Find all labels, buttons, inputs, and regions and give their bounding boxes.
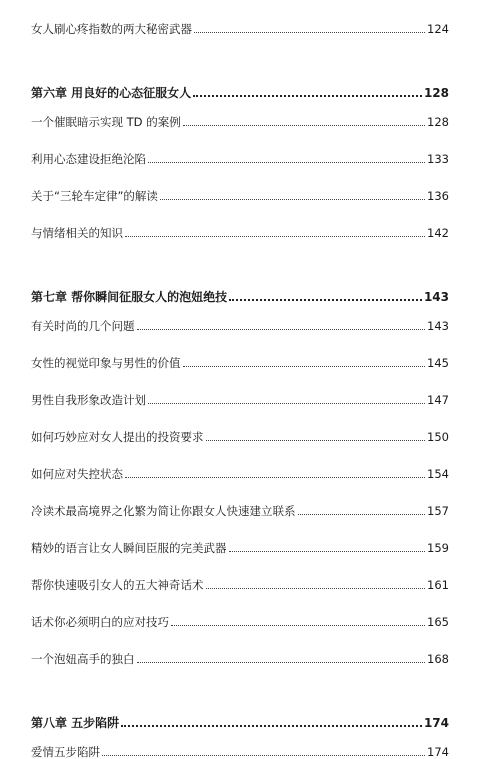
toc-entry[interactable] (31, 498, 449, 518)
dot-leader (137, 662, 426, 663)
dot-leader (229, 299, 422, 301)
toc-entry[interactable] (31, 183, 449, 203)
chapter-page: 128 (423, 86, 449, 100)
toc-entry-page: 165 (427, 615, 449, 629)
chapter-title: 第八章 五步陷阱 (31, 716, 120, 730)
toc-entry-title: 话术你必须明白的应对技巧 (31, 615, 169, 629)
dot-leader (171, 625, 425, 626)
toc-entry-title: 精妙的语言让女人瞬间臣服的完美武器 (31, 541, 227, 555)
toc-entry-page: 145 (427, 356, 449, 370)
dot-leader (125, 477, 425, 478)
toc-entry-page: 142 (427, 226, 449, 240)
toc-entry[interactable] (31, 609, 449, 629)
dot-leader (148, 162, 425, 163)
toc-entry[interactable] (31, 572, 449, 592)
dot-leader (148, 403, 425, 404)
toc-entry-title: 如何应对失控状态 (31, 467, 123, 481)
toc-entry[interactable] (31, 424, 449, 444)
toc-entry[interactable] (31, 739, 449, 759)
toc-entry-page: 136 (427, 189, 449, 203)
toc-entry-title: 帮你快速吸引女人的五大神奇话术 (31, 578, 204, 592)
dot-leader (298, 514, 426, 515)
toc-entry[interactable] (31, 461, 449, 481)
toc-entry[interactable] (31, 109, 449, 129)
toc-entry[interactable] (31, 387, 449, 407)
chapter-heading[interactable] (31, 710, 449, 730)
toc-entry-page: 150 (427, 430, 449, 444)
chapter-title: 第七章 帮你瞬间征服女人的泡妞绝技 (31, 290, 228, 304)
toc-entry-page: 174 (427, 745, 449, 759)
dot-leader (206, 588, 426, 589)
toc-entry-title: 有关时尚的几个问题 (31, 319, 135, 333)
dot-leader (183, 366, 426, 367)
table-of-contents (31, 0, 449, 759)
toc-entry[interactable] (31, 16, 449, 36)
toc-entry[interactable] (31, 146, 449, 166)
dot-leader (102, 755, 425, 756)
dot-leader (125, 236, 425, 237)
toc-entry-page: 168 (427, 652, 449, 666)
toc-entry-title: 男性自我形象改造计划 (31, 393, 146, 407)
toc-entry-page: 157 (427, 504, 449, 518)
toc-entry-title: 关于“三轮车定律”的解读 (31, 189, 158, 203)
toc-entry-page: 161 (427, 578, 449, 592)
toc-entry-page: 159 (427, 541, 449, 555)
toc-entry[interactable] (31, 646, 449, 666)
toc-entry-page: 128 (427, 115, 449, 129)
toc-entry-page: 143 (427, 319, 449, 333)
chapter-page: 174 (423, 716, 449, 730)
toc-entry[interactable] (31, 220, 449, 240)
toc-entry-title: 一个催眠暗示实现 TD 的案例 (31, 115, 181, 129)
dot-leader (194, 32, 425, 33)
dot-leader (193, 95, 422, 97)
toc-entry-title: 如何巧妙应对女人提出的投资要求 (31, 430, 204, 444)
chapter-title: 第六章 用良好的心态征服女人 (31, 86, 192, 100)
chapter-page: 143 (423, 290, 449, 304)
dot-leader (137, 329, 426, 330)
chapter-heading[interactable] (31, 284, 449, 304)
toc-entry-title: 与情绪相关的知识 (31, 226, 123, 240)
dot-leader (160, 199, 425, 200)
toc-entry-page: 147 (427, 393, 449, 407)
dot-leader (206, 440, 426, 441)
toc-entry-title: 一个泡妞高手的独白 (31, 652, 135, 666)
toc-entry-title: 女性的视觉印象与男性的价值 (31, 356, 181, 370)
toc-entry-title: 利用心态建设拒绝沦陷 (31, 152, 146, 166)
toc-entry-page: 154 (427, 467, 449, 481)
dot-leader (229, 551, 426, 552)
dot-leader (121, 725, 422, 727)
toc-entry-title: 女人刷心疼指数的两大秘密武器 (31, 22, 192, 36)
toc-entry-title: 爱情五步陷阱 (31, 745, 100, 759)
toc-entry[interactable] (31, 313, 449, 333)
toc-entry-page: 133 (427, 152, 449, 166)
toc-entry-page: 124 (427, 22, 449, 36)
toc-entry-title: 冷读术最高境界之化繁为简让你跟女人快速建立联系 (31, 504, 296, 518)
dot-leader (183, 125, 425, 126)
chapter-heading[interactable] (31, 80, 449, 100)
toc-entry[interactable] (31, 535, 449, 555)
toc-entry[interactable] (31, 350, 449, 370)
